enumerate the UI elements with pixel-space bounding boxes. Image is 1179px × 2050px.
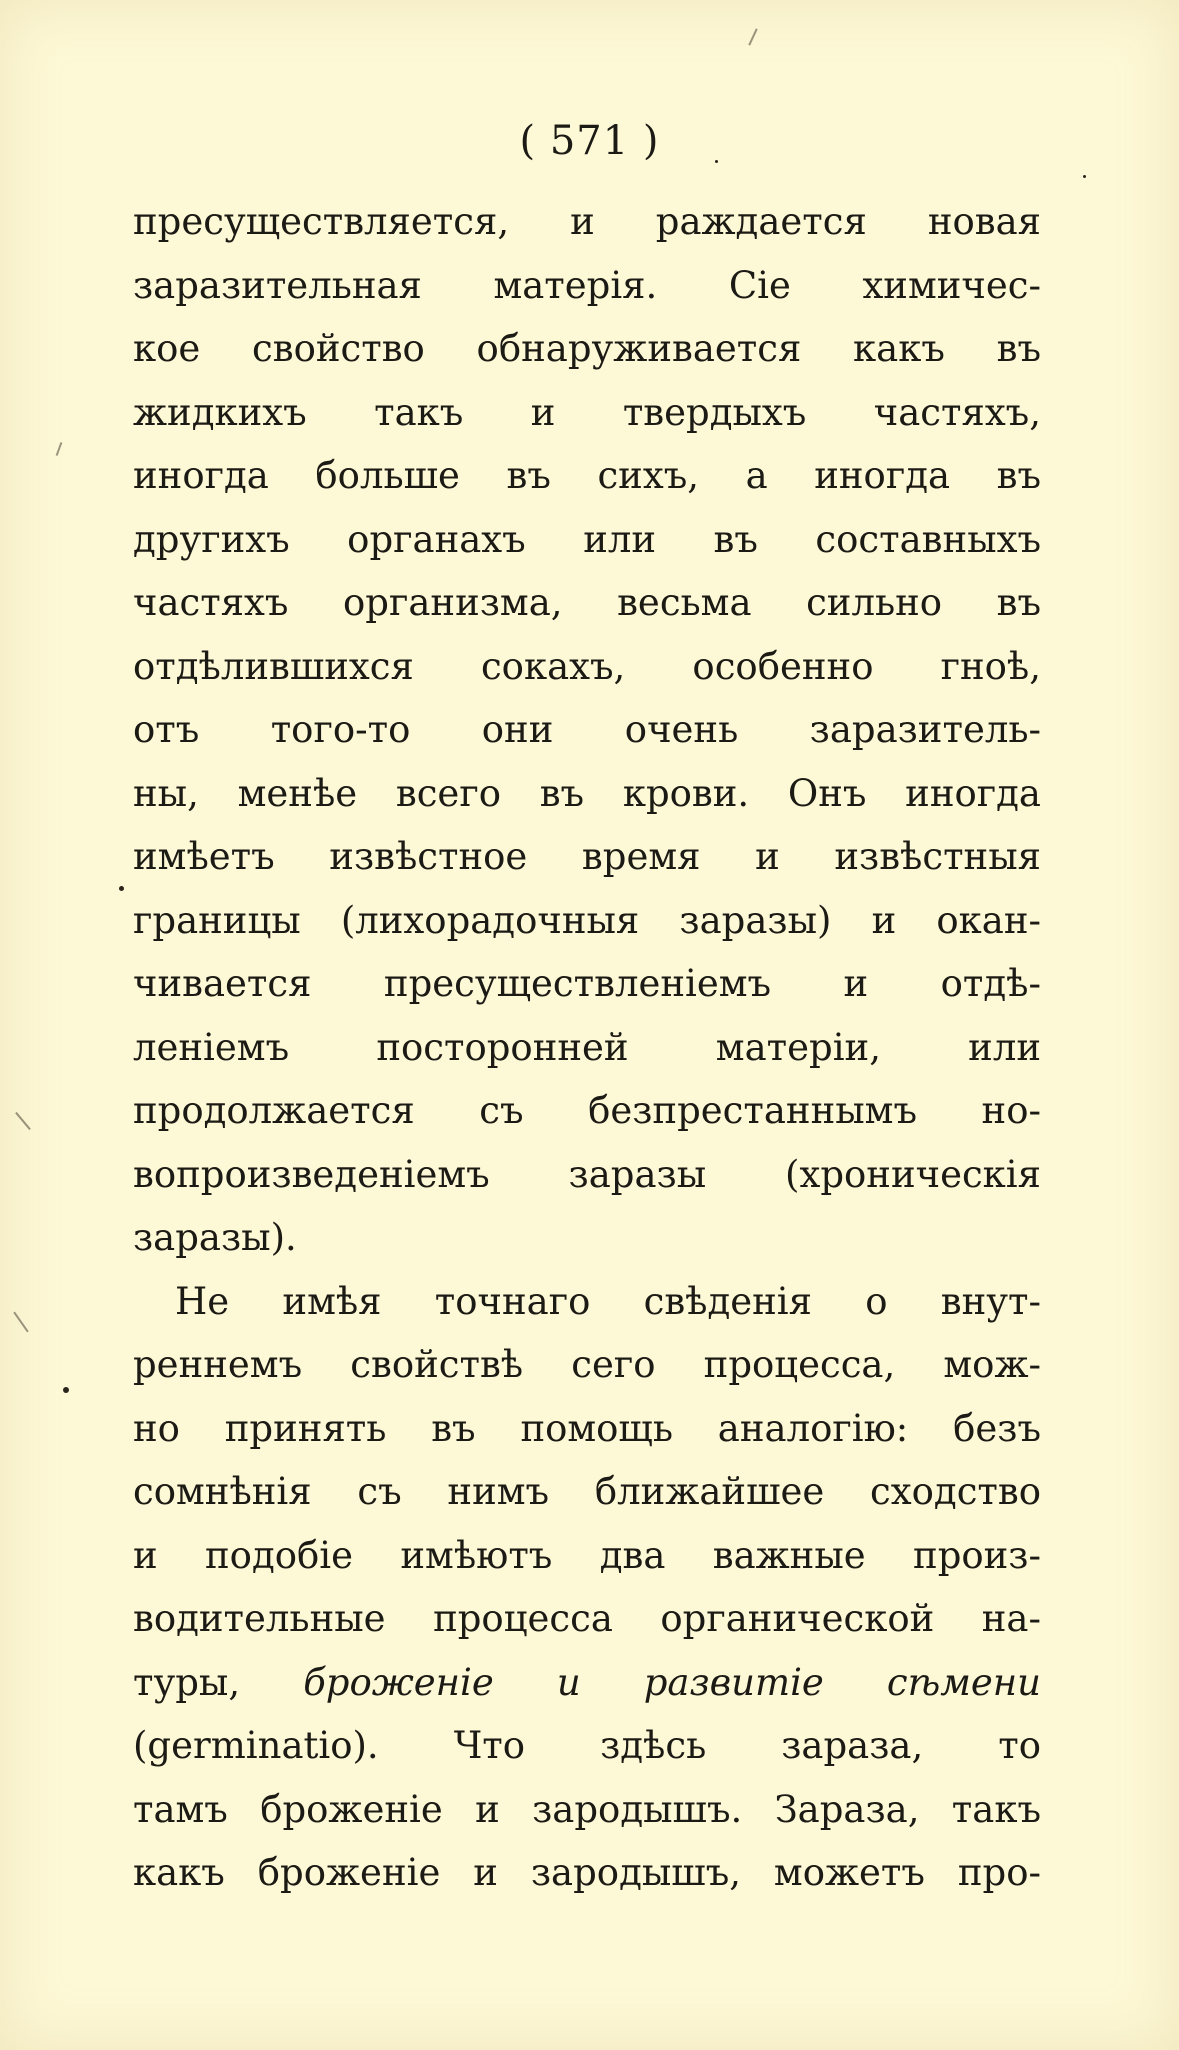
body-text bbox=[133, 190, 1041, 1905]
text-line-11: имѣетъ извѣстное время и извѣстныя bbox=[133, 835, 1041, 878]
paper-mark bbox=[15, 1112, 31, 1130]
text-line-23: водительные процесса органической на- bbox=[133, 1597, 1041, 1640]
paper-mark bbox=[13, 1312, 28, 1333]
text-line-12: границы (лихорадочныя заразы) и окан- bbox=[133, 898, 1041, 942]
text-line-21: сомнѣнія съ нимъ ближайшее сходство bbox=[133, 1470, 1041, 1513]
paper-mark bbox=[748, 28, 757, 45]
text-line-6: другихъ органахъ или въ составныхъ bbox=[133, 517, 1041, 561]
text-line-18: Не имѣя точнаго свѣденія о внут- bbox=[175, 1279, 1041, 1323]
text-line-7: частяхъ организма, весьма сильно въ bbox=[133, 581, 1041, 624]
text-line-15: продолжается съ безпрестаннымъ но- bbox=[133, 1089, 1041, 1132]
text-line-27: какъ броженіе и зародышъ, можетъ про- bbox=[133, 1851, 1041, 1894]
text-line-14: леніемъ посторонней матеріи, или bbox=[133, 1025, 1041, 1069]
text-line-17: заразы). bbox=[133, 1216, 297, 1259]
text-line-8: отдѣлившихся сокахъ, особенно гноѣ, bbox=[133, 644, 1041, 688]
text-line-24-roman: туры, bbox=[133, 1660, 304, 1704]
ink-speck bbox=[1083, 175, 1086, 178]
text-line-2: заразительная матерія. Сіе химичес- bbox=[133, 263, 1041, 307]
text-line-25: (germinatio). Что здѣсь зараза, то bbox=[133, 1724, 1041, 1767]
text-line-19: реннемъ свойствѣ сего процесса, мож- bbox=[133, 1343, 1041, 1386]
text-line-22: и подобіе имѣютъ два важные произ- bbox=[133, 1533, 1041, 1577]
paper-mark bbox=[56, 442, 63, 456]
page-number: ( 571 ) bbox=[519, 118, 660, 164]
text-line-26: тамъ броженіе и зародышъ. Зараза, такъ bbox=[133, 1787, 1041, 1831]
ink-speck bbox=[715, 160, 718, 163]
text-line-13: чивается пресуществленіемъ и отдѣ- bbox=[133, 962, 1041, 1005]
text-line-10: ны, менѣе всего въ крови. Онъ иногда bbox=[133, 771, 1041, 815]
text-line-24 bbox=[133, 1651, 1041, 1715]
ink-speck bbox=[63, 1387, 69, 1393]
text-line-9: отъ того-то они очень заразитель- bbox=[133, 708, 1041, 751]
ink-speck bbox=[119, 886, 124, 891]
text-line-1: пресуществляется, и раждается новая bbox=[133, 200, 1041, 243]
text-line-20: но принять въ помощь аналогію: безъ bbox=[133, 1406, 1041, 1450]
text-line-4: жидкихъ такъ и твердыхъ частяхъ, bbox=[133, 390, 1041, 434]
text-line-3: кое свойство обнаруживается какъ въ bbox=[133, 327, 1041, 370]
text-line-16: вопроизведеніемъ заразы (хроническія bbox=[133, 1152, 1041, 1196]
text-line-24-italic: броженіе и развитіе сѣмени bbox=[303, 1660, 1041, 1704]
text-line-5: иногда больше въ сихъ, а иногда въ bbox=[133, 454, 1041, 497]
